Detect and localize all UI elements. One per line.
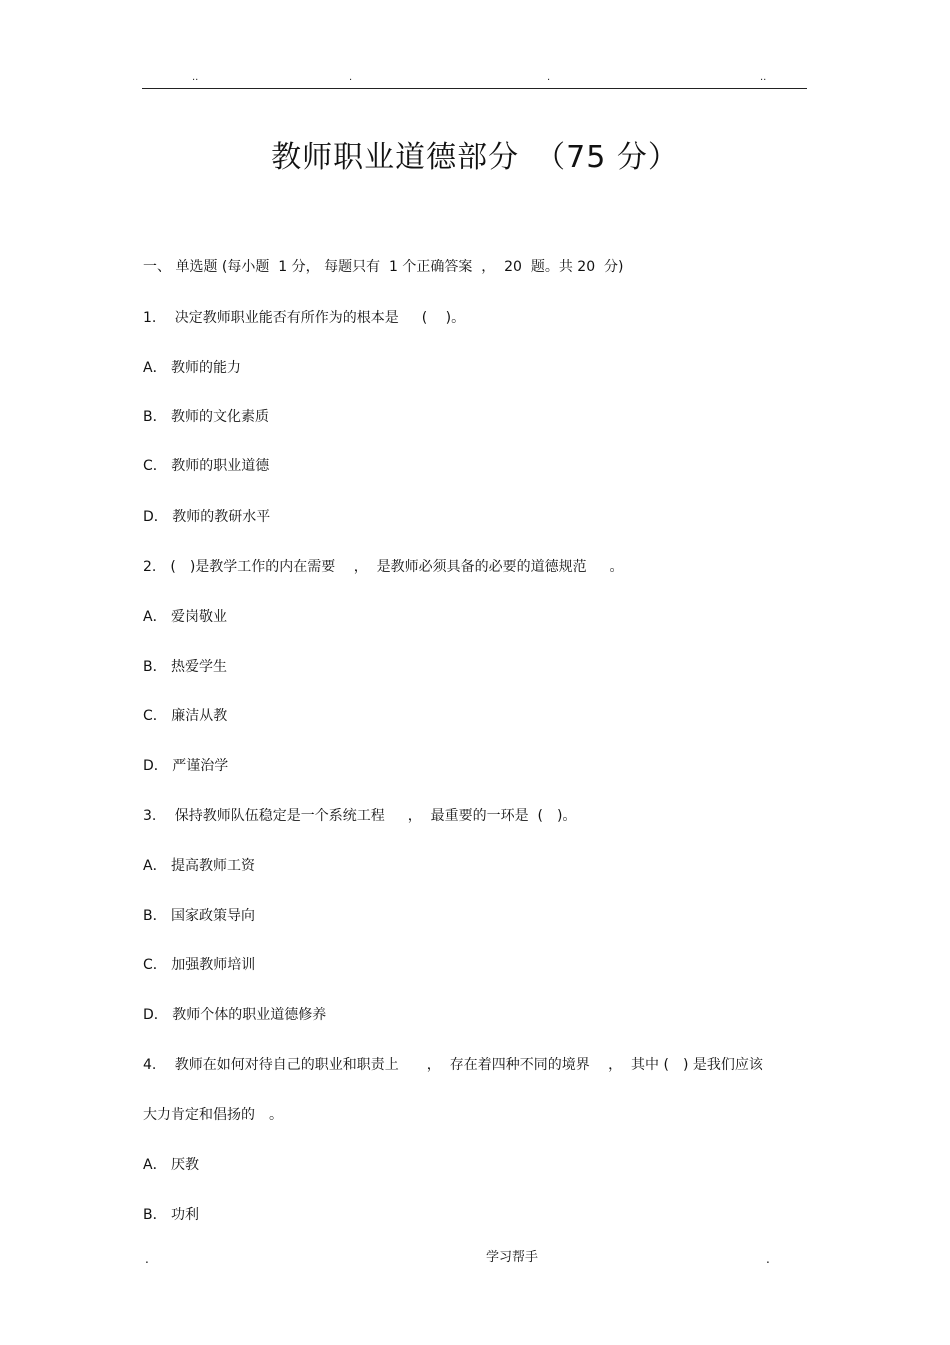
question-1-option-a: A． 教师的能力 (143, 360, 242, 376)
question-3-option-c: C． 加强教师培训 (143, 957, 256, 973)
question-4-option-a: A． 厌教 (143, 1157, 200, 1173)
question-1-option-c: C． 教师的职业道德 (143, 458, 270, 474)
question-4-stem-continued: 大力肯定和倡扬的 。 (143, 1107, 283, 1123)
question-2-option-a: A． 爱岗敬业 (143, 609, 228, 625)
question-4-stem: 4. 教师在如何对待自己的职业和职责上 ， 存在着四种不同的境界 ， 其中 ( ) 是我们应该 (143, 1057, 763, 1073)
footer-right-mark: . (766, 1252, 770, 1266)
question-2-option-b: B． 热爱学生 (143, 659, 228, 675)
question-3-option-a: A． 提高教师工资 (143, 858, 256, 874)
question-3-option-d: D． 教师个体的职业道德修养 (143, 1007, 327, 1023)
footer-caption: 学习帮手 (485, 1250, 538, 1265)
section-heading: 一、 单选题 (每小题 1 分， 每题只有 1 个正确答案 ， 20 题。共 20 分) (143, 259, 624, 275)
header-rule (142, 88, 807, 89)
header-mark-1: .. (192, 72, 199, 83)
question-1-option-b: B． 教师的文化素质 (143, 409, 270, 425)
question-3-option-b: B． 国家政策导向 (143, 908, 256, 924)
question-3-stem: 3. 保持教师队伍稳定是一个系统工程 ， 最重要的一环是 ( )。 (143, 808, 577, 824)
page-title: 教师职业道德部分 （75 分） (271, 140, 679, 175)
question-1-option-d: D． 教师的教研水平 (143, 509, 271, 525)
footer-left-mark: . (145, 1252, 149, 1266)
question-4-option-b: B． 功利 (143, 1207, 200, 1223)
question-2-stem: 2. ( )是教学工作的内在需要 ， 是教师必须具备的必要的道德规范 。 (143, 559, 624, 575)
question-2-option-c: C． 廉洁从教 (143, 708, 228, 724)
header-mark-3: . (547, 72, 551, 83)
question-1-stem: 1. 决定教师职业能否有所作为的根本是 ( )。 (143, 310, 466, 326)
header-mark-4: .. (760, 72, 767, 83)
question-2-option-d: D． 严谨治学 (143, 758, 229, 774)
header-mark-2: . (349, 72, 353, 83)
